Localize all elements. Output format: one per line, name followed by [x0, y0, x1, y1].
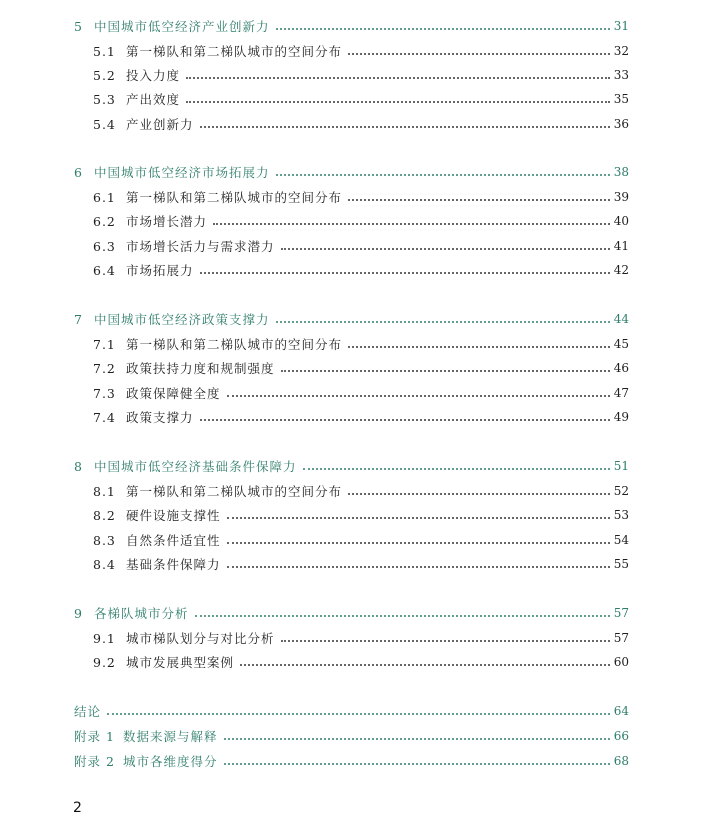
- toc-entry-title: 市场增长潜力: [126, 214, 208, 229]
- toc-section-entry[interactable]: [93, 333, 629, 355]
- dot-leader: [348, 199, 610, 201]
- toc-entry-number: 8.3: [93, 532, 116, 548]
- toc-entry-page: 51: [613, 459, 629, 473]
- toc-section-entry[interactable]: [93, 210, 629, 232]
- toc-entry-title: 第一梯队和第二梯队城市的空间分布: [126, 44, 343, 59]
- toc-entry-page: 66: [613, 729, 629, 743]
- toc-appendix-entry[interactable]: [74, 750, 629, 772]
- toc-section-entry[interactable]: [93, 113, 629, 135]
- toc-section-entry[interactable]: [93, 627, 629, 649]
- dot-leader: [276, 28, 610, 30]
- toc-entry-page: 32: [613, 44, 629, 58]
- toc-section-entry[interactable]: [93, 406, 629, 428]
- toc-entry-page: 45: [613, 337, 629, 351]
- toc-entry-title: 数据来源与解释: [123, 729, 218, 744]
- toc-chapter-entry[interactable]: [74, 308, 629, 330]
- toc-entry-page: 33: [613, 68, 629, 82]
- toc-section-entry[interactable]: [93, 259, 629, 281]
- toc-entry-title: 政策支撑力: [126, 410, 194, 425]
- toc-entry-page: 38: [613, 165, 629, 179]
- dot-leader: [348, 346, 610, 348]
- dot-leader: [348, 53, 610, 55]
- toc-entry-page: 54: [613, 533, 629, 547]
- toc-entry-title: 基础条件保障力: [126, 557, 221, 572]
- toc-entry-title: 政策保障健全度: [126, 386, 221, 401]
- toc-entry-title: 第一梯队和第二梯队城市的空间分布: [126, 337, 343, 352]
- toc-entry-title: 城市发展典型案例: [126, 655, 235, 670]
- dot-leader: [186, 101, 610, 103]
- toc-entry-number: 7.2: [93, 360, 116, 376]
- toc-entry-page: 39: [613, 190, 629, 204]
- toc-entry-page: 41: [613, 239, 629, 253]
- toc-entry-title: 结论: [74, 704, 102, 719]
- toc-entry-number: 5.4: [93, 116, 116, 132]
- toc-chapter-entry[interactable]: [74, 455, 629, 477]
- toc-entry-number: 7.1: [93, 336, 116, 352]
- dot-leader: [303, 468, 610, 470]
- toc-entry-number: 9.1: [93, 630, 116, 646]
- dot-leader: [200, 126, 610, 128]
- dot-leader: [195, 615, 610, 617]
- toc-entry-number: 8.1: [93, 483, 116, 499]
- dot-leader: [107, 713, 610, 715]
- dot-leader: [186, 77, 610, 79]
- toc-entry-number: 附录 1: [74, 729, 115, 744]
- toc-entry-title: 城市梯队划分与对比分析: [126, 631, 275, 646]
- toc-entry-page: 31: [613, 19, 629, 33]
- toc-entry-title: 中国城市低空经济基础条件保障力: [94, 459, 297, 474]
- toc-section-entry[interactable]: [93, 480, 629, 502]
- toc-entry-page: 68: [613, 754, 629, 768]
- toc-chapter-entry[interactable]: [74, 700, 629, 722]
- toc-entry-number: 6: [74, 164, 82, 180]
- toc-entry-page: 49: [613, 410, 629, 424]
- toc-section-entry[interactable]: [93, 651, 629, 673]
- toc-chapter-entry[interactable]: [74, 602, 629, 624]
- toc-entry-number: 5.2: [93, 67, 116, 83]
- toc-entry-page: 46: [613, 361, 629, 375]
- toc-entry-page: 47: [613, 386, 629, 400]
- dot-leader: [227, 566, 610, 568]
- toc-entry-page: 53: [613, 508, 629, 522]
- dot-leader: [200, 419, 610, 421]
- toc-entry-number: 7.4: [93, 409, 116, 425]
- toc-entry-page: 42: [613, 263, 629, 277]
- dot-leader: [240, 664, 610, 666]
- dot-leader: [200, 272, 610, 274]
- dot-leader: [224, 763, 610, 765]
- toc-entry-number: 8.4: [93, 556, 116, 572]
- toc-entry-number: 5: [74, 18, 82, 34]
- toc-entry-title: 城市各维度得分: [123, 754, 218, 769]
- toc-entry-page: 36: [613, 117, 629, 131]
- toc-entry-title: 产出效度: [126, 92, 181, 107]
- toc-entry-title: 各梯队城市分析: [94, 606, 189, 621]
- toc-entry-title: 中国城市低空经济政策支撑力: [94, 312, 270, 327]
- toc-entry-title: 市场拓展力: [126, 263, 194, 278]
- toc-entry-title: 自然条件适宜性: [126, 533, 221, 548]
- toc-section-entry[interactable]: [93, 504, 629, 526]
- dot-leader: [276, 174, 610, 176]
- toc-entry-number: 5.3: [93, 91, 116, 107]
- toc-entry-number: 5.1: [93, 43, 116, 59]
- toc-entry-number: 7.3: [93, 385, 116, 401]
- toc-entry-number: 9.2: [93, 654, 116, 670]
- toc-section-entry[interactable]: [93, 553, 629, 575]
- toc-entry-page: 40: [613, 214, 629, 228]
- toc-entry-number: 6.4: [93, 262, 116, 278]
- toc-entry-title: 第一梯队和第二梯队城市的空间分布: [126, 484, 343, 499]
- toc-section-entry[interactable]: [93, 88, 629, 110]
- toc-entry-number: 8.2: [93, 507, 116, 523]
- toc-entry-page: 57: [613, 606, 629, 620]
- toc-entry-number: 附录 2: [74, 754, 115, 769]
- toc-entry-title: 市场增长活力与需求潜力: [126, 239, 275, 254]
- toc-entry-title: 第一梯队和第二梯队城市的空间分布: [126, 190, 343, 205]
- toc-entry-title: 投入力度: [126, 68, 181, 83]
- toc-entry-number: 7: [74, 311, 82, 327]
- toc-chapter-entry[interactable]: [74, 15, 629, 37]
- dot-leader: [281, 640, 610, 642]
- toc-entry-page: 64: [613, 704, 629, 718]
- toc-section-entry[interactable]: [93, 382, 629, 404]
- dot-leader: [224, 738, 610, 740]
- toc-section-entry[interactable]: [93, 529, 629, 551]
- dot-leader: [281, 370, 610, 372]
- toc-entry-number: 6.3: [93, 238, 116, 254]
- toc-section-entry[interactable]: [93, 235, 629, 257]
- toc-entry-title: 政策扶持力度和规制强度: [126, 361, 275, 376]
- toc-entry-title: 产业创新力: [126, 117, 194, 132]
- toc-entry-page: 55: [613, 557, 629, 571]
- toc-section-entry[interactable]: [93, 40, 629, 62]
- dot-leader: [227, 395, 610, 397]
- toc-chapter-entry[interactable]: [74, 161, 629, 183]
- toc-entry-page: 35: [613, 92, 629, 106]
- toc-entry-page: 52: [613, 484, 629, 498]
- dot-leader: [348, 493, 610, 495]
- dot-leader: [281, 248, 610, 250]
- toc-entry-page: 44: [613, 312, 629, 326]
- toc-entry-title: 中国城市低空经济市场拓展力: [94, 165, 270, 180]
- toc-section-entry[interactable]: [93, 186, 629, 208]
- toc-appendix-entry[interactable]: [74, 725, 629, 747]
- toc-entry-number: 8: [74, 458, 82, 474]
- toc-entry-page: 57: [613, 631, 629, 645]
- dot-leader: [227, 542, 610, 544]
- dot-leader: [213, 223, 610, 225]
- toc-section-entry[interactable]: [93, 64, 629, 86]
- toc-entry-page: 60: [613, 655, 629, 669]
- dot-leader: [227, 517, 610, 519]
- toc-section-entry[interactable]: [93, 357, 629, 379]
- toc-entry-title: 中国城市低空经济产业创新力: [94, 19, 270, 34]
- page-number: 2: [73, 800, 82, 816]
- toc-entry-number: 6.1: [93, 189, 116, 205]
- toc-entry-number: 9: [74, 605, 82, 621]
- toc-entry-number: 6.2: [93, 213, 116, 229]
- dot-leader: [276, 321, 610, 323]
- toc-entry-title: 硬件设施支撑性: [126, 508, 221, 523]
